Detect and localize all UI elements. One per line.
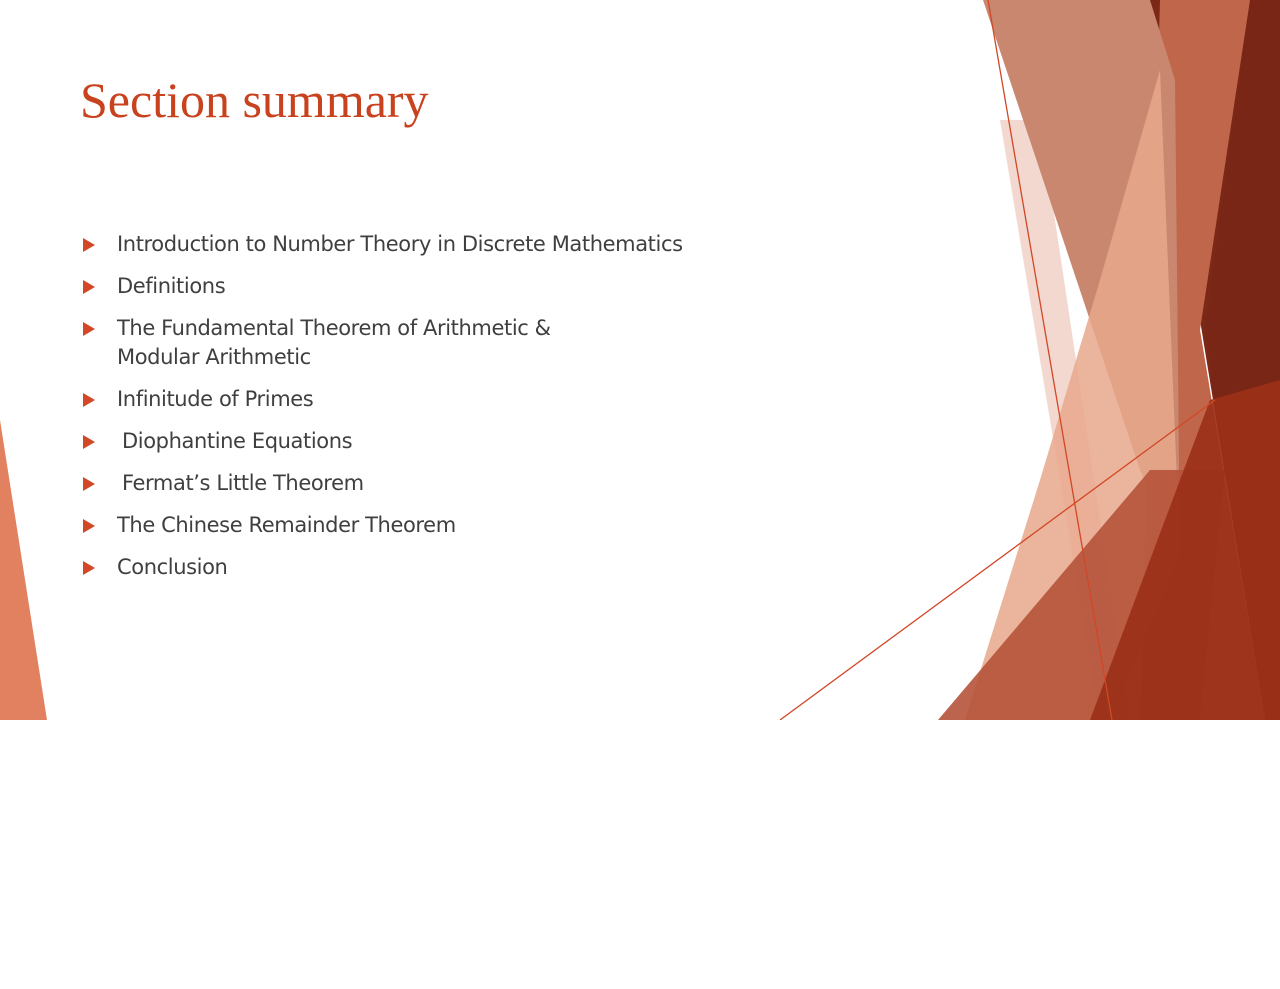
bullet-text: Conclusion (117, 555, 228, 579)
triangle-bullet-icon (83, 393, 95, 407)
bullet-item-definitions (80, 272, 720, 301)
bullet-text: Introduction to Number Theory in Discrete Mathematics (117, 232, 683, 256)
slide-title: Section summary (80, 72, 429, 128)
bullet-text: Infinitude of Primes (117, 387, 314, 411)
bullet-text: Diophantine Equations (122, 429, 353, 453)
bullet-text: The Fundamental Theorem of Arithmetic & Modular Arithmetic (117, 316, 551, 369)
bullet-item-conclusion (80, 553, 720, 582)
bullet-text: The Chinese Remainder Theorem (117, 513, 456, 537)
triangle-bullet-icon (83, 322, 95, 336)
bullet-item-diophantine (80, 427, 720, 456)
triangle-bullet-icon (83, 477, 95, 491)
bullet-item-chinese-remainder (80, 511, 720, 540)
triangle-bullet-icon (83, 561, 95, 575)
triangle-bullet-icon (83, 280, 95, 294)
triangle-bullet-icon (83, 238, 95, 252)
bullet-item-infinitude-of-primes (80, 385, 720, 414)
bullet-item-fundamental-theorem (80, 314, 720, 372)
bullet-item-fermat (80, 469, 720, 498)
bullet-text: Definitions (117, 274, 226, 298)
bullet-text: Fermat’s Little Theorem (122, 471, 364, 495)
triangle-bullet-icon (83, 435, 95, 449)
triangle-bullet-icon (83, 519, 95, 533)
bullet-item-introduction (80, 230, 720, 259)
bullet-list (80, 230, 720, 595)
left-accent-strip (0, 420, 47, 720)
